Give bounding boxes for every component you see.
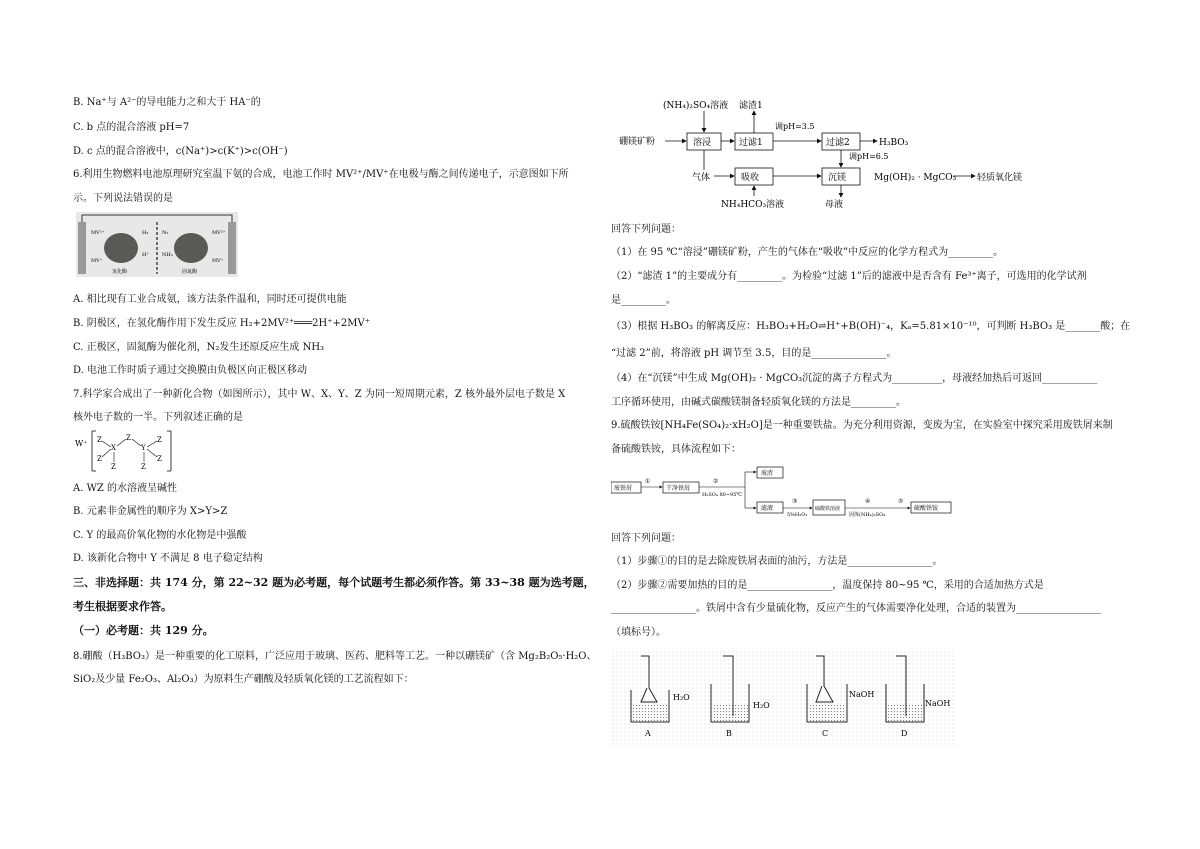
q9-answer-prompt: 回答下列问题：: [611, 533, 681, 544]
q8-part-1: （1）在 95 ℃“溶浸”硼镁矿粉，产生的气体在“吸收”中反应的化学方程式为_________。: [611, 247, 1004, 258]
q7-option-d: D. 该新化合物中 Y 不满足 8 电子稳定结构: [73, 553, 263, 564]
q9-part-2-line3: （填标号）。: [611, 627, 666, 638]
q9-part-2-line1: （2）步骤②需要加热的目的是_________________，温度保持 80~95 ℃，采用的合适加热方式是: [611, 580, 1044, 591]
q8-part-4-line1: （4）在“沉镁”中生成 Mg(OH)₂ · MgCO₃沉淀的离子方程式为__________，母液经加热后可返回___________: [611, 373, 1098, 384]
label-n2: N₂: [162, 230, 169, 236]
required-section-heading: （一）必考题：共 129 分。: [73, 624, 214, 637]
gas-absorption-apparatus-figure: [611, 650, 956, 746]
flow9-scrap: 废铁屑: [614, 485, 633, 492]
q6-option-a: A. 相比现有工业合成氨，该方法条件温和，同时还可提供电能: [73, 294, 347, 305]
flow-filter1: 过滤1: [739, 138, 763, 148]
q5-option-c: C. b 点的混合溶液 pH=7: [73, 122, 190, 133]
q6-stem-line1: 6.利用生物燃料电池原理研究室温下氨的合成，电池工作时 MV²⁺/MV⁺在电极与酶之间传递电子，示意图如下所: [73, 169, 569, 180]
right-electrode: [228, 222, 236, 274]
flow9-step1: ①: [645, 478, 651, 485]
atom-y: Y: [141, 444, 146, 452]
hydrogenase-blob: [104, 233, 138, 263]
q8-answer-prompt: 回答下列问题：: [611, 224, 681, 235]
label-mv-right: MV⁺: [212, 258, 224, 264]
flow-absorb: 吸收: [741, 173, 760, 183]
flow-precip: 沉镁: [828, 173, 847, 183]
atom-z3: Z: [111, 463, 116, 471]
q8-stem-line1: 8.硼酸（H₃BO₃）是一种重要的化工原料，广泛应用于玻璃、医药、肥料等工艺。一种以硼镁矿（含 Mg₂B₂O₅·H₂O、: [73, 651, 597, 662]
label-hplus: H⁺: [142, 252, 149, 258]
q9-part-1: （1）步骤①的目的是去除废铁屑表面的油污，方法是_________________。: [611, 556, 943, 567]
flow-leach: 溶浸: [693, 138, 712, 148]
atom-z2: Z: [97, 455, 102, 463]
q9-stem-line1: 9.硫酸铁铵[NH₄Fe(SO₄)₂·xH₂O]是一种重要铁盐。为充分利用资源，变废为宝，在实验室中探究采用废铁屑来制: [611, 420, 1113, 431]
q7-option-b: B. 元素非金属性的顺序为 X>Y>Z: [73, 506, 228, 517]
atom-z4: Z: [126, 434, 131, 442]
q5-option-d: D. c 点的混合溶液中，c(Na⁺)>c(K⁺)>c(OH⁻): [73, 146, 288, 157]
flow-ph65: 调pH=6.5: [849, 152, 889, 161]
ferric-ammonium-sulfate-process-diagram: [611, 462, 971, 520]
q6-option-c: C. 正极区，固氮酶为催化剂，N₂发生还原反应生成 NH₃: [73, 342, 325, 353]
apparatus-c-liquid: NaOH: [849, 690, 875, 699]
q6-option-b: B. 阴极区，在氢化酶作用下发生反应 H₂+2MV²⁺═══2H⁺+2MV⁺: [73, 318, 371, 329]
label-mv-left: MV⁺: [91, 258, 103, 264]
section-3-heading-line2: 考生根据要求作答。: [73, 600, 172, 613]
label-h2: H₂: [142, 230, 149, 236]
boric-acid-flowchart: [617, 96, 1057, 214]
q7-stem-line1: 7.科学家合成出了一种新化合物（如图所示），其中 W、X、Y、Z 为同一短周期元素，Z 核外最外层电子数是 X: [73, 389, 566, 400]
fuel-cell-figure: [76, 212, 238, 277]
flow-nh4hco3: NH₄HCO₃溶液: [721, 200, 785, 210]
nitrogenase-blob: [174, 233, 208, 263]
apparatus-a-label: A: [645, 729, 651, 738]
flow9-filtrate: 滤液: [761, 505, 774, 512]
atom-x: X: [111, 444, 116, 452]
flow-light-mgo: 轻质氧化镁: [977, 173, 1023, 183]
ferric-ammonium-sulfate-flowchart: [611, 462, 971, 520]
q9-part-2-line2: _________________。铁屑中含有少量硫化物，反应产生的气体需要净化处理，合适的装置为_________________: [611, 603, 1101, 614]
apparatus-d-liquid: NaOH: [925, 699, 951, 708]
apparatus-c-label: C: [822, 729, 829, 738]
q7-stem-line2: 核外电子数的一半。下列叙述正确的是: [73, 412, 243, 423]
flow-ore: 硼镁矿粉: [619, 137, 656, 147]
q5-option-b: B. Na⁺与 A²⁻的导电能力之和大于 HA⁻的: [73, 97, 261, 108]
flow9-ammonium-sulfate: 固体(NH₄)₂SO₄: [849, 512, 886, 518]
flow9-residue: 废渣: [761, 470, 774, 477]
atom-z1: Z: [97, 436, 102, 444]
q8-part-3-line2: “过滤 2”前，将溶液 pH 调节至 3.5，目的是_______________。: [611, 348, 897, 359]
flow-ph35: 调pH=3.5: [775, 122, 815, 131]
label-nitrogenase: 固氮酶: [182, 269, 198, 275]
flow-filter2: 过滤2: [826, 138, 850, 148]
q8-stem-line2: SiO₂及少量 Fe₂O₃、Al₂O₃）为原料生产硼酸及轻质氧化镁的工艺流程如下：: [73, 674, 414, 685]
flow-mother-liquor: 母液: [825, 200, 844, 210]
q7-option-c: C. Y 的最高价氧化物的水化物是中强酸: [73, 530, 247, 541]
q8-part-2-line2: 是_________。: [611, 295, 676, 306]
flow9-clean-iron: 干净铁屑: [666, 485, 691, 492]
q6-stem-line2: 示。下列说法错误的是: [73, 193, 173, 204]
flow9-h2o2: 5%H₂O₂: [787, 512, 808, 518]
q8-part-4-line2: 工序循环使用，由碱式碳酸镁制备轻质氧化镁的方法是_________。: [611, 397, 906, 408]
flow-residue1: 滤渣1: [739, 101, 763, 111]
label-mv2-right: MV²⁺: [212, 230, 226, 236]
flow9-step2: ②: [713, 478, 719, 485]
flow-gas: 气体: [692, 173, 711, 183]
q7-option-a: A. WZ 的水溶液呈碱性: [73, 483, 177, 494]
atom-z6: Z: [157, 436, 162, 444]
compound-structure-figure: [73, 428, 183, 474]
flow-ammonium-sulfate: (NH₄)₂SO₄溶液: [663, 101, 729, 111]
apparatus-b-label: B: [726, 729, 732, 738]
flow9-conditions: H₂SO₄ 80~95℃: [702, 492, 742, 498]
label-w-cation: W⁺: [75, 439, 88, 448]
atom-z5: Z: [141, 463, 146, 471]
flow-h3bo3: H₃BO₃: [879, 138, 909, 148]
q8-part-2-line1: （2）“滤渣 1”的主要成分有_________。为检验“过滤 1”后的滤液中是否含有 Fe³⁺离子，可选用的化学试剂: [611, 271, 1087, 282]
apparatus-d-label: D: [901, 729, 908, 738]
fuel-cell-diagram: [76, 212, 238, 277]
q8-part-3-line1: （3）根据 H₃BO₃ 的解离反应：H₃BO₃+H₂O⇌H⁺+B(OH)⁻₄，Kₐ=5.81×10⁻¹⁰，可判断 H₃BO₃ 是_______酸；在: [611, 321, 1131, 332]
flow9-product: 硫酸铁铵: [914, 505, 939, 512]
compound-structure: [73, 428, 183, 474]
flow-basic-carbonate: Mg(OH)₂ · MgCO₃: [874, 173, 957, 183]
label-mv2-left: MV²⁺: [91, 230, 105, 236]
left-electrode: [78, 222, 86, 274]
flow9-step3: ③: [792, 498, 798, 505]
label-nh3: NH₃: [162, 252, 173, 258]
atom-z7: Z: [157, 455, 162, 463]
boric-acid-process-diagram: [617, 96, 1057, 214]
label-hydrogenase: 氢化酶: [112, 269, 128, 275]
flow9-step5: ⑤: [898, 498, 904, 505]
flow9-fe-solution: 硫酸铁溶液: [815, 506, 841, 512]
q9-stem-line2: 备硫酸铁铵，具体流程如下：: [611, 444, 741, 455]
gas-absorption-apparatus: [611, 650, 956, 746]
section-3-heading-line1: 三、非选择题：共 174 分，第 22~32 题为必考题，每个试题考生都必须作答。第 33~38 题为选考题，: [73, 576, 595, 589]
flow9-step4: ④: [865, 498, 871, 505]
apparatus-b-liquid: H₂O: [753, 701, 770, 710]
q6-option-d: D. 电池工作时质子通过交换膜由负极区向正极区移动: [73, 365, 308, 376]
apparatus-a-liquid: H₂O: [673, 693, 690, 702]
